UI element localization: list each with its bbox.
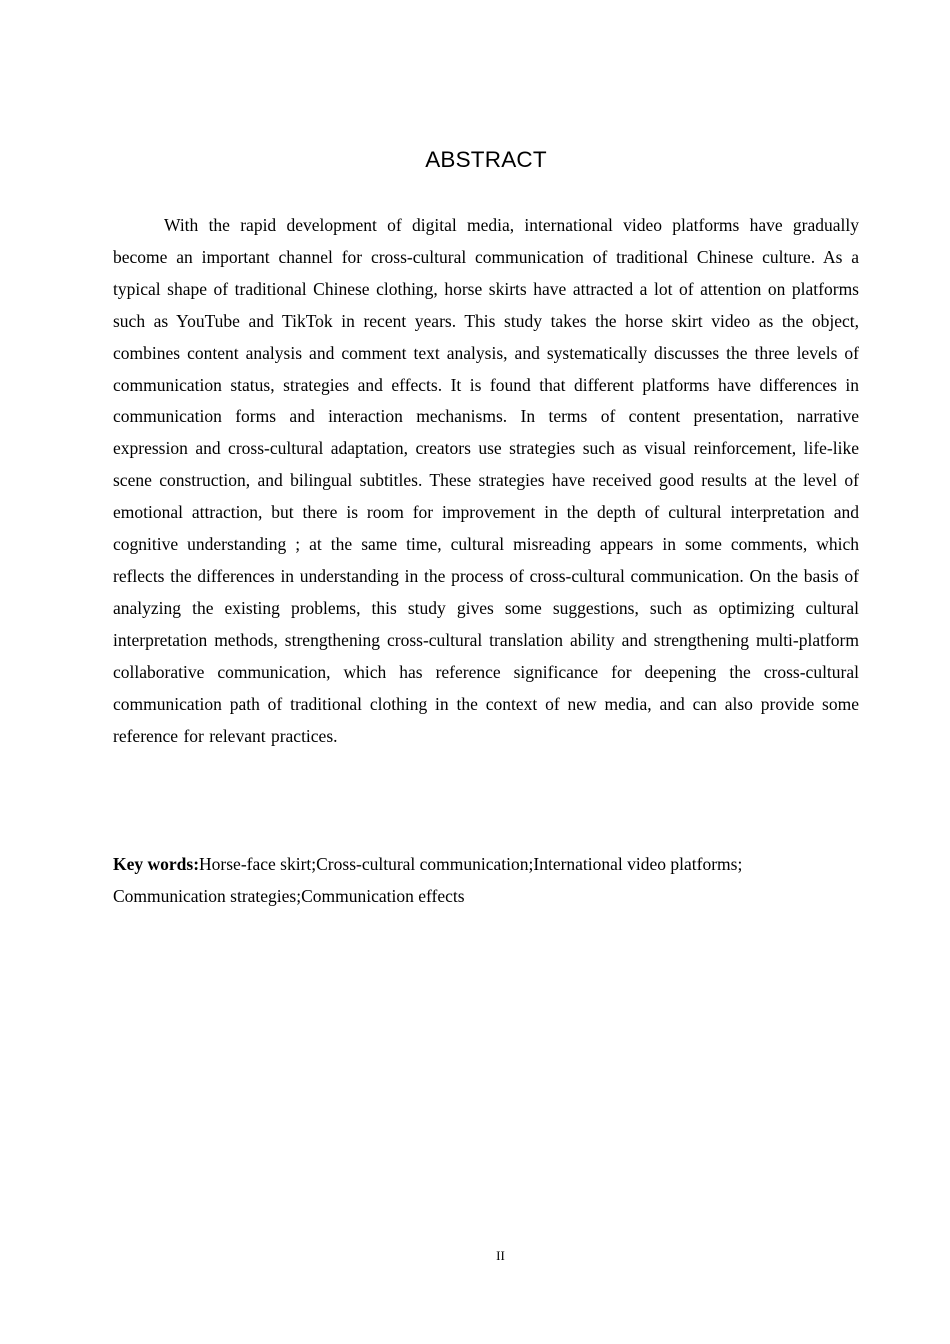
keywords-label: Key words:: [113, 854, 200, 874]
keywords-text: Horse-face skirt;Cross-cultural communication;International video platforms; Communication strategies;Communication effects: [113, 854, 743, 906]
keywords-paragraph: [113, 848, 859, 912]
page-number: II: [496, 1248, 505, 1263]
abstract-title: ABSTRACT: [425, 147, 547, 172]
abstract-body: With the rapid development of digital media, international video platforms have gradually become an important channel for cross-cultural communication of traditional Chinese culture. As a typical shape of traditional Chinese clothing, horse skirts have attracted a lot of attention on platforms such as YouTube and TikTok in recent years. This study takes the horse skirt video as the object, combines content analysis and comment text analysis, and systematically discusses the three levels of communication status, strategies and effects. It is found that different platforms have differences in communication forms and interaction mechanisms. In terms of content presentation, narrative expression and cross-cultural adaptation, creators use strategies such as visual reinforcement, life-like scene construction, and bilingual subtitles. These strategies have received good results at the level of emotional attraction, but there is room for improvement in the depth of cultural interpretation and cognitive understanding ; at the same time, cultural misreading appears in some comments, which reflects the differences in understanding in the process of cross-cultural communication. On the basis of analyzing the existing problems, this study gives some suggestions, such as optimizing cultural interpretation methods, strengthening cross-cultural translation ability and strengthening multi-platform collaborative communication, which has reference significance for deepening the cross-cultural communication path of traditional clothing in the context of new media, and can also provide some reference for relevant practices.: [113, 215, 859, 746]
